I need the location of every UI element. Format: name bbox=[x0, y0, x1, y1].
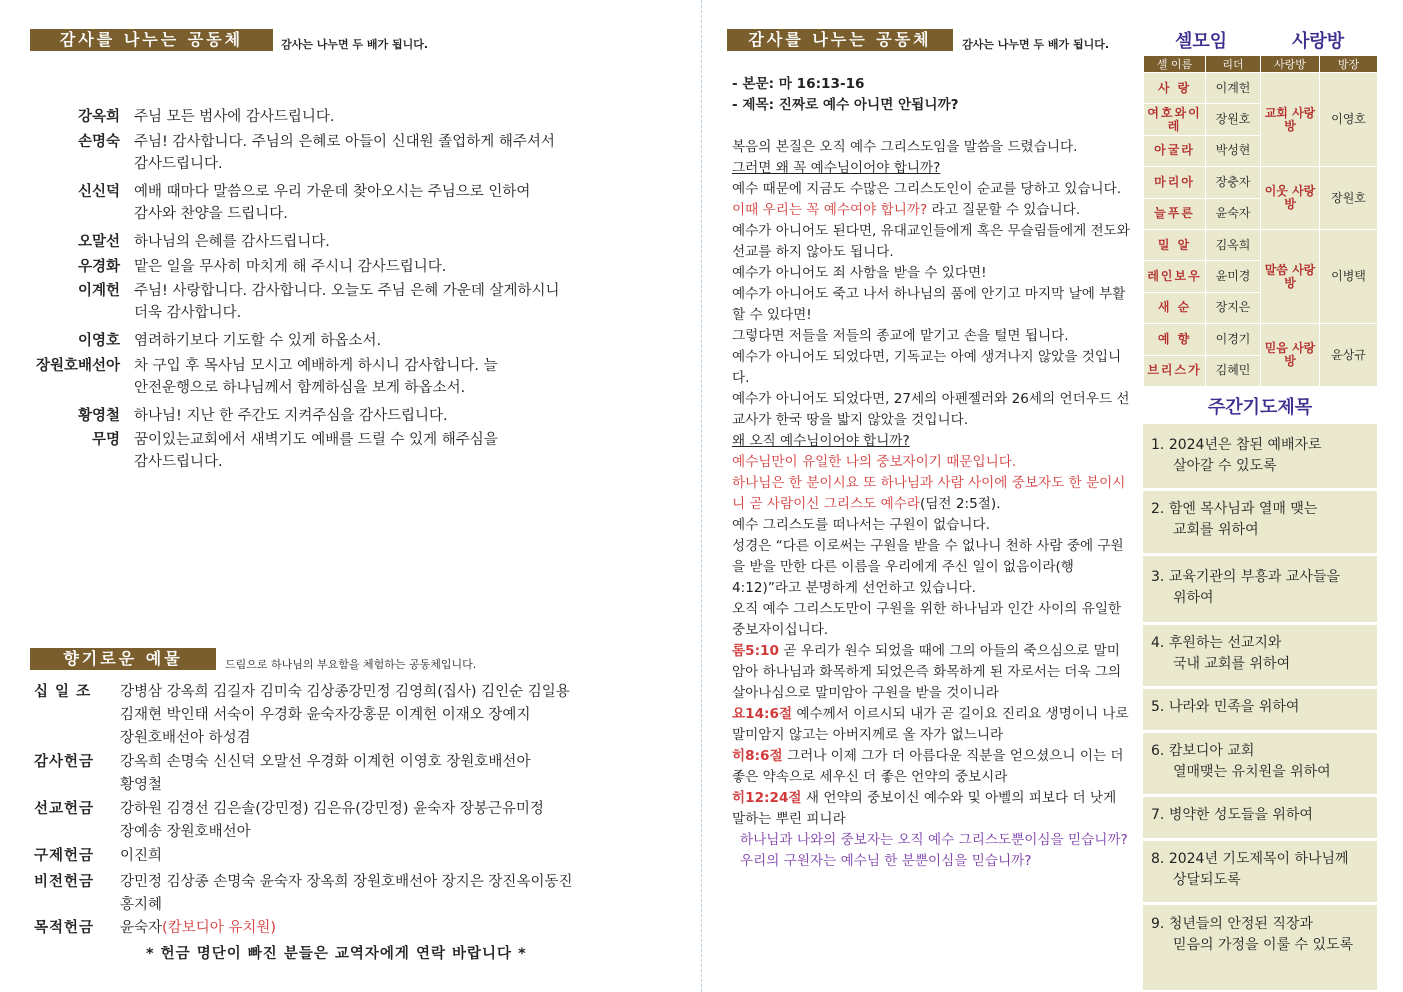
prayer-item: 4. 후원하는 선교지와 국내 교회를 위하여 bbox=[1151, 635, 1291, 672]
cell-table bbox=[1143, 55, 1378, 387]
fold-line bbox=[701, 0, 702, 992]
cell-leader: 박성현 bbox=[1206, 135, 1261, 166]
thanks-message: 주님 모든 범사에 감사드립니다. bbox=[134, 109, 335, 125]
thanks-message: 주님! 사랑합니다. 감사합니다. 오늘도 주님 은혜 가운데 살게하시니 더욱 감사합니다. bbox=[134, 283, 560, 321]
thanks-message: 하나님! 지난 한 주간도 지켜주심을 감사드립니다. bbox=[134, 408, 448, 424]
cells-title: 셀모임 bbox=[1175, 31, 1228, 52]
cell-name: 레인보우 bbox=[1144, 261, 1206, 292]
cell-name: 새 순 bbox=[1144, 292, 1206, 323]
thanks-name: 이영호 bbox=[77, 333, 120, 349]
sermon-paragraph: 예수가 아니어도 된다면, 유대교인들에게 혹은 무슬림들에게 전도와 선교를 하지 않아도 됩니다. bbox=[732, 223, 1130, 260]
cell-leader: 윤숙자 bbox=[1206, 198, 1261, 229]
sermon-paragraph: 그렇다면 저들을 저들의 종교에 맡기고 손을 털면 됩니다. bbox=[732, 328, 1069, 344]
thanks-item bbox=[30, 405, 680, 427]
thanks-item bbox=[30, 131, 680, 175]
room-name: 말씀 사랑방 bbox=[1261, 229, 1320, 323]
header-room-head: 방장 bbox=[1320, 56, 1378, 73]
room-head: 윤상규 bbox=[1320, 324, 1378, 387]
sermon-title: - 제목: 진짜로 예수 아니면 안됩니까? bbox=[732, 97, 959, 113]
sermon-paragraph: 예수가 아니어도 되었다면, 27세의 아펜젤러와 26세의 언더우드 선교사가 한국 땅을 밟지 않았을 것입니다. bbox=[732, 391, 1130, 428]
table-row bbox=[1144, 229, 1378, 260]
room-name: 이웃 사랑방 bbox=[1261, 167, 1320, 230]
cell-name: 늘푸른 bbox=[1144, 198, 1206, 229]
prayer-item: 7. 병약한 성도들을 위하여 bbox=[1151, 807, 1313, 823]
divider bbox=[1143, 553, 1377, 556]
offering-row-purpose bbox=[34, 917, 674, 940]
thanks-message: 예배 때마다 말씀으로 우리 가운데 찾아오시는 주님으로 인하여 감사와 찬양을 드립니다. bbox=[134, 184, 531, 222]
thanks-item bbox=[30, 106, 680, 128]
prayer-list bbox=[1143, 424, 1377, 990]
divider bbox=[1143, 794, 1377, 797]
thanks-message: 하나님의 은혜를 감사드립니다. bbox=[134, 234, 330, 250]
room-name: 믿음 사랑방 bbox=[1261, 324, 1320, 387]
sermon-question: 왜 오직 예수님이어야 합니까? bbox=[732, 433, 910, 449]
sermon-answer: 하나님은 한 분이시요 또 하나님과 사람 사이에 중보자도 한 분이시니 곧 사람이신 그리스도 예수라(딤전 2:5절). bbox=[732, 475, 1126, 512]
sermon-verse: 히8:6절 그러나 이제 그가 더 아름다운 직분을 얻으셨으니 이는 더 좋은 약속으로 세우신 더 좋은 언약의 중보시라 bbox=[732, 748, 1124, 785]
thanks-name: 강옥희 bbox=[77, 109, 120, 125]
prayer-item: 8. 2024년 기도제목이 하나님께 상달되도록 bbox=[1151, 851, 1349, 888]
thanks-message: 꿈이있는교회에서 새벽기도 예배를 드릴 수 있게 해주심을 감사드립니다. bbox=[134, 432, 498, 470]
cell-leader: 김혜민 bbox=[1206, 355, 1261, 386]
room-name: 교회 사랑방 bbox=[1261, 73, 1320, 167]
cell-leader: 장충자 bbox=[1206, 167, 1261, 198]
sermon-confession: 하나님과 나와의 중보자는 오직 예수 그리스도뿐이심을 믿습니까? bbox=[740, 832, 1128, 848]
offering-names: 강옥희 손명숙 신신덕 오말선 우경화 이계헌 이영호 장원호배선아 황영철 bbox=[120, 754, 531, 793]
header-cell-name: 셀 이름 bbox=[1144, 56, 1206, 73]
thanks-item bbox=[30, 181, 680, 225]
thanks-name: 신신덕 bbox=[77, 184, 120, 200]
table-row bbox=[1144, 324, 1378, 355]
table-row bbox=[1144, 167, 1378, 198]
thanks-section-title: 감사를 나누는 공동체 bbox=[30, 29, 273, 51]
sermon-paragraph: 성경은 “다른 이로써는 구원을 받을 수 없나니 천하 사람 중에 구원을 받을 만한 다른 이름을 우리에게 주신 일이 없음이라(행 4:12)”라고 분명하게 선언하고 있습니다. bbox=[732, 538, 1124, 596]
offering-contact-note: * 헌금 명단이 빠진 분들은 교역자에게 연락 바랍니다 * bbox=[146, 946, 527, 962]
sermon-answer: 예수님만이 유일한 나의 중보자이기 때문입니다. bbox=[732, 454, 1017, 470]
cell-name: 사 랑 bbox=[1144, 73, 1206, 104]
sermon-verse: 롬5:10 곧 우리가 원수 되었을 때에 그의 아들의 죽으심으로 말미암아 하나님과 화목하게 되었은즉 화목하게 된 자로서는 더욱 그의 살아나심으로 말미암아 구원을 받을 것이니라 bbox=[732, 643, 1122, 701]
thanks-name: 이계헌 bbox=[77, 283, 120, 299]
thanks-message: 주님! 감사합니다. 주님의 은혜로 아들이 신대원 졸업하게 해주셔서 감사드립니다. bbox=[134, 134, 555, 172]
room-head: 이영호 bbox=[1320, 73, 1378, 167]
sermon-verse: 요14:6절 예수께서 이르시되 내가 곧 길이요 진리요 생명이니 나로 말미암지 않고는 아버지께로 올 자가 없느니라 bbox=[732, 706, 1129, 743]
cell-leader: 윤미경 bbox=[1206, 261, 1261, 292]
divider bbox=[1143, 488, 1377, 491]
thanks-item bbox=[30, 429, 680, 473]
divider bbox=[1143, 838, 1377, 841]
thanks-name: 오말선 bbox=[77, 234, 120, 250]
prayer-item: 2. 함엔 목사님과 열매 맺는 교회를 위하여 bbox=[1151, 501, 1318, 538]
cell-leader: 이경기 bbox=[1206, 324, 1261, 355]
header-room: 사랑방 bbox=[1261, 56, 1320, 73]
sermon-paragraph: 예수가 아니어도 되었다면, 기독교는 아예 생겨나지 않았을 것입니다. bbox=[732, 349, 1122, 386]
sermon-text-ref: - 본문: 마 16:13-16 bbox=[732, 76, 865, 92]
offering-row-tithe bbox=[34, 681, 674, 750]
cell-name: 브리스가 bbox=[1144, 355, 1206, 386]
cell-name: 아굴라 bbox=[1144, 135, 1206, 166]
offering-row-thanks bbox=[34, 751, 674, 797]
offering-names: 강민정 김상종 손명숙 윤숙자 장옥희 장원호배선아 장지은 장진옥이동진 홍지혜 bbox=[120, 874, 573, 913]
sermon-paragraph: 예수 때문에 지금도 수많은 그리스도인이 순교를 당하고 있습니다. bbox=[732, 181, 1122, 197]
cell-name: 여호와이레 bbox=[1144, 104, 1206, 135]
cell-leader: 장원호 bbox=[1206, 104, 1261, 135]
divider bbox=[1143, 730, 1377, 733]
offering-section-title: 향기로운 예물 bbox=[30, 648, 216, 670]
cell-name: 밀 알 bbox=[1144, 229, 1206, 260]
thanks-item bbox=[30, 256, 680, 278]
offering-names: 강병삼 강옥희 김길자 김미숙 김상종강민정 김영희(집사) 김인순 김일용 김재현 박인태 서숙이 우경화 윤숙자강홍문 이계헌 이재오 장예지 장원호배선아 하성겸 bbox=[120, 684, 570, 746]
divider bbox=[1143, 622, 1377, 625]
offering-label: 선교헌금 bbox=[34, 801, 95, 817]
offering-row-relief bbox=[34, 845, 674, 868]
thanks-item bbox=[30, 280, 680, 324]
cell-table-header bbox=[1144, 56, 1378, 73]
room-head: 장원호 bbox=[1320, 167, 1378, 230]
sermon-paragraph: 예수가 아니어도 죄 사함을 받을 수 있다면! bbox=[732, 265, 987, 281]
prayer-item: 6. 캄보디아 교회 열매맺는 유치원을 위하여 bbox=[1151, 743, 1331, 780]
room-head: 이병택 bbox=[1320, 229, 1378, 323]
offering-section-subtitle: 드림으로 하나님의 부요함을 체험하는 공동체입니다. bbox=[225, 658, 477, 671]
sermon-paragraph: 복음의 본질은 오직 예수 그리스도임을 말씀을 드렸습니다. bbox=[732, 139, 1078, 155]
table-row bbox=[1144, 73, 1378, 104]
sermon-paragraph: 이때 우리는 꼭 예수여야 합니까? 라고 질문할 수 있습니다. bbox=[732, 202, 1081, 218]
header-leader: 리더 bbox=[1206, 56, 1261, 73]
sermon-body bbox=[732, 74, 1132, 872]
thanks-message: 염려하기보다 기도할 수 있게 하옵소서. bbox=[134, 333, 382, 349]
prayer-item: 5. 나라와 민족을 위하여 bbox=[1151, 699, 1300, 715]
rooms-title: 사랑방 bbox=[1292, 31, 1345, 52]
divider bbox=[1143, 902, 1377, 905]
prayer-item: 3. 교육기관의 부흥과 교사들을 위하여 bbox=[1151, 569, 1341, 606]
thanks-item bbox=[30, 355, 680, 399]
offering-row-mission bbox=[34, 798, 674, 844]
sermon-confession: 우리의 구원자는 예수님 한 분뿐이심을 믿습니까? bbox=[740, 853, 1032, 869]
sermon-question: 그러면 왜 꼭 예수님이어야 합니까? bbox=[732, 160, 941, 176]
sermon-paragraph: 예수가 아니어도 죽고 나서 하나님의 품에 안기고 마지막 날에 부활할 수 있다면! bbox=[732, 286, 1126, 323]
thanks-section-subtitle: 감사는 나누면 두 배가 됩니다. bbox=[281, 38, 429, 51]
thanks-name: 황영철 bbox=[77, 408, 120, 424]
cell-leader: 이계헌 bbox=[1206, 73, 1261, 104]
offering-label: 감사헌금 bbox=[34, 754, 95, 770]
offering-purpose-note: (캄보디아 유치원) bbox=[162, 920, 277, 936]
sermon-paragraph: 오직 예수 그리스도만이 구원을 위한 하나님과 인간 사이의 유일한 중보자이십니다. bbox=[732, 601, 1122, 638]
divider bbox=[1143, 686, 1377, 689]
cell-leader: 장지은 bbox=[1206, 292, 1261, 323]
sermon-section-title: 감사를 나누는 공동체 bbox=[727, 29, 953, 51]
cell-name: 마리아 bbox=[1144, 167, 1206, 198]
sermon-paragraph: 예수 그리스도를 떠나서는 구원이 없습니다. bbox=[732, 517, 990, 533]
sermon-section-subtitle: 감사는 나누면 두 배가 됩니다. bbox=[962, 38, 1110, 51]
prayer-title: 주간기도제목 bbox=[1207, 397, 1313, 418]
cell-name: 예 향 bbox=[1144, 324, 1206, 355]
thanks-message: 차 구입 후 목사님 모시고 예배하게 하시니 감사합니다. 늘 안전운행으로 하나님께서 함께하심을 보게 하옵소서. bbox=[134, 358, 498, 396]
offering-label: 구제헌금 bbox=[34, 848, 95, 864]
thanks-name: 장원호배선아 bbox=[35, 358, 120, 374]
offering-names: 이진희 bbox=[120, 848, 163, 864]
offering-names: 강하원 김경선 김은솔(강민정) 김은유(강민정) 윤숙자 장봉근유미정 장예송 장원호배선아 bbox=[120, 801, 544, 840]
thanks-message: 맡은 일을 무사히 마치게 해 주시니 감사드립니다. bbox=[134, 259, 447, 275]
offering-label: 십 일 조 bbox=[34, 684, 92, 700]
offering-names: 윤숙자(캄보디아 유치원) bbox=[120, 920, 277, 936]
sermon-verse: 히12:24절 새 언약의 중보이신 예수와 및 아벨의 피보다 더 낫게 말하는 뿌린 피니라 bbox=[732, 790, 1117, 827]
thanks-item bbox=[30, 330, 680, 352]
offering-row-vision bbox=[34, 871, 674, 917]
prayer-item: 9. 청년들의 안정된 직장과 믿음의 가정을 이룰 수 있도록 bbox=[1151, 916, 1354, 953]
thanks-name: 손명숙 bbox=[77, 134, 120, 150]
thanks-name: 무명 bbox=[91, 432, 120, 448]
thanks-item bbox=[30, 231, 680, 253]
prayer-item: 1. 2024년은 참된 예배자로 살아갈 수 있도록 bbox=[1151, 437, 1322, 474]
thanks-name: 우경화 bbox=[77, 259, 120, 275]
offering-label: 비전헌금 bbox=[34, 874, 95, 890]
cell-leader: 김옥희 bbox=[1206, 229, 1261, 260]
offering-label: 목적헌금 bbox=[34, 920, 95, 936]
